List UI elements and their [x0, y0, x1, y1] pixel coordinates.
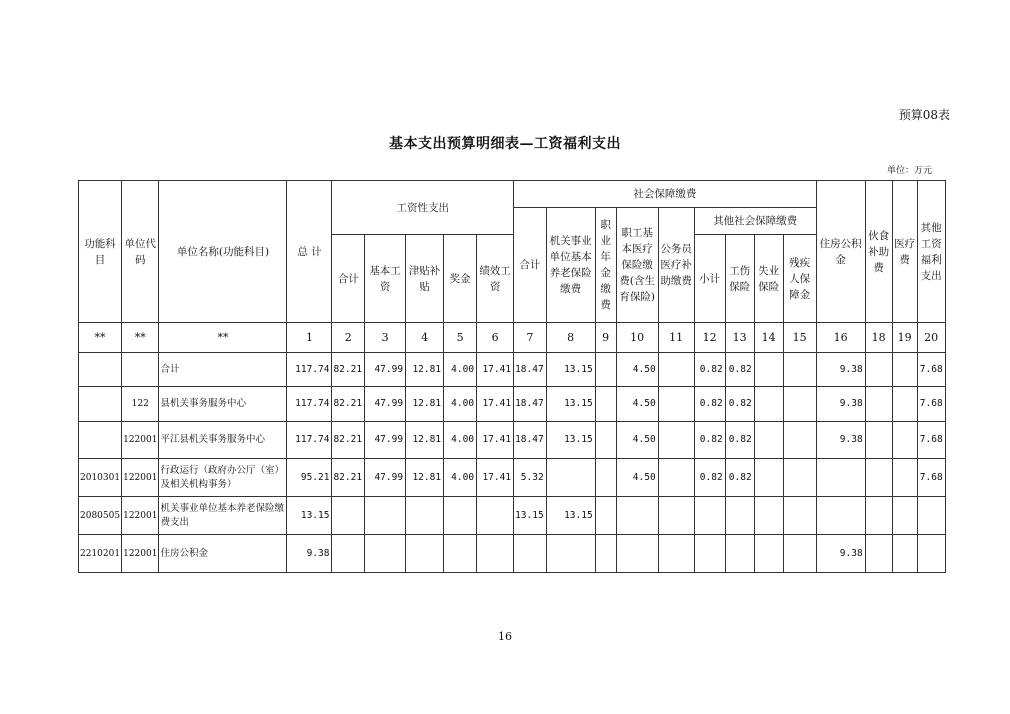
cell-meal	[865, 459, 892, 497]
cell-injury: 0.82	[725, 422, 754, 459]
header-disability: 残疾人保障金	[783, 235, 816, 323]
table-row	[79, 422, 946, 459]
cell-civil	[658, 387, 694, 422]
cell-func: 2080505	[79, 497, 122, 535]
cell-civil	[658, 353, 694, 387]
cell-unemp	[754, 422, 783, 459]
cell-medfee	[892, 387, 917, 422]
cell-pension: 13.15	[546, 387, 595, 422]
cell-unemp	[754, 353, 783, 387]
cell-other	[917, 535, 945, 573]
cell-unemp	[754, 387, 783, 422]
cell-other	[917, 497, 945, 535]
cell-disab	[783, 422, 816, 459]
cell-housing: 9.38	[816, 422, 865, 459]
cell-perf	[477, 497, 514, 535]
cell-allow: 12.81	[406, 353, 444, 387]
header-wage-group: 工资性支出	[332, 181, 514, 235]
cell-occ	[595, 353, 616, 387]
index-cell: 16	[816, 323, 865, 353]
header-injury: 工伤保险	[725, 235, 754, 323]
header-unit-code: 单位代码	[122, 181, 159, 323]
cell-total: 9.38	[287, 535, 332, 573]
cell-code: 122	[122, 387, 159, 422]
cell-w_total: 82.21	[332, 387, 365, 422]
header-func-code: 功能科目	[79, 181, 122, 323]
index-cell: 7	[514, 323, 547, 353]
cell-allow: 12.81	[406, 387, 444, 422]
cell-subtotal: 0.82	[694, 353, 725, 387]
cell-code: 122001	[122, 497, 159, 535]
cell-bonus	[444, 497, 477, 535]
cell-w_total: 82.21	[332, 353, 365, 387]
index-cell: **	[79, 323, 122, 353]
header-basic-wage: 基本工资	[365, 235, 406, 323]
cell-name: 平江县机关事务服务中心	[159, 422, 287, 459]
cell-housing: 9.38	[816, 535, 865, 573]
index-cell: 10	[616, 323, 658, 353]
cell-func: 2010301	[79, 459, 122, 497]
cell-civil	[658, 422, 694, 459]
index-cell: 2	[332, 323, 365, 353]
cell-injury: 0.82	[725, 353, 754, 387]
cell-disab	[783, 387, 816, 422]
cell-unemp	[754, 535, 783, 573]
cell-civil	[658, 535, 694, 573]
cell-name: 机关事业单位基本养老保险缴费支出	[159, 497, 287, 535]
cell-s_total: 5.32	[514, 459, 547, 497]
table-header	[79, 181, 946, 323]
index-cell: 8	[546, 323, 595, 353]
cell-total: 95.21	[287, 459, 332, 497]
cell-medical: 4.50	[616, 387, 658, 422]
cell-injury: 0.82	[725, 459, 754, 497]
cell-subtotal	[694, 535, 725, 573]
cell-meal	[865, 387, 892, 422]
cell-housing	[816, 497, 865, 535]
cell-basic: 47.99	[365, 353, 406, 387]
cell-injury: 0.82	[725, 387, 754, 422]
header-other-welfare: 其他工资福利支出	[917, 181, 945, 323]
cell-name: 行政运行（政府办公厅（室）及相关机构事务）	[159, 459, 287, 497]
cell-civil	[658, 497, 694, 535]
cell-perf	[477, 535, 514, 573]
header-unemployment: 失业保险	[754, 235, 783, 323]
index-row-group	[79, 323, 946, 353]
index-cell: 1	[287, 323, 332, 353]
budget-table	[78, 180, 946, 573]
cell-w_total	[332, 497, 365, 535]
cell-perf: 17.41	[477, 422, 514, 459]
cell-name: 住房公积金	[159, 535, 287, 573]
cell-s_total	[514, 535, 547, 573]
cell-func	[79, 387, 122, 422]
cell-medfee	[892, 353, 917, 387]
cell-medfee	[892, 422, 917, 459]
index-cell: 19	[892, 323, 917, 353]
index-cell: 13	[725, 323, 754, 353]
cell-meal	[865, 422, 892, 459]
cell-meal	[865, 535, 892, 573]
cell-basic: 47.99	[365, 387, 406, 422]
cell-housing: 9.38	[816, 387, 865, 422]
cell-basic	[365, 535, 406, 573]
header-bonus: 奖金	[444, 235, 477, 323]
index-cell: 20	[917, 323, 945, 353]
cell-disab	[783, 353, 816, 387]
cell-occ	[595, 459, 616, 497]
header-housing: 住房公积金	[816, 181, 865, 323]
index-cell: 6	[477, 323, 514, 353]
cell-w_total: 82.21	[332, 422, 365, 459]
cell-pension: 13.15	[546, 497, 595, 535]
cell-bonus: 4.00	[444, 422, 477, 459]
cell-name: 县机关事务服务中心	[159, 387, 287, 422]
cell-medfee	[892, 535, 917, 573]
table-row	[79, 353, 946, 387]
cell-injury	[725, 535, 754, 573]
index-cell: 4	[406, 323, 444, 353]
cell-perf: 17.41	[477, 387, 514, 422]
cell-func	[79, 422, 122, 459]
cell-subtotal: 0.82	[694, 387, 725, 422]
cell-code: 122001	[122, 535, 159, 573]
header-occupational: 职业年金缴费	[595, 208, 616, 323]
cell-subtotal: 0.82	[694, 422, 725, 459]
cell-perf: 17.41	[477, 353, 514, 387]
cell-allow: 12.81	[406, 422, 444, 459]
table-row	[79, 387, 946, 422]
cell-w_total	[332, 535, 365, 573]
cell-basic: 47.99	[365, 459, 406, 497]
cell-medical	[616, 497, 658, 535]
cell-subtotal: 0.82	[694, 459, 725, 497]
cell-code: 122001	[122, 422, 159, 459]
header-subtotal: 小计	[694, 235, 725, 323]
header-civil-medical: 公务员医疗补助缴费	[658, 208, 694, 323]
cell-civil	[658, 459, 694, 497]
cell-other: 7.68	[917, 387, 945, 422]
cell-occ	[595, 535, 616, 573]
cell-other: 7.68	[917, 422, 945, 459]
cell-s_total: 13.15	[514, 497, 547, 535]
cell-meal	[865, 353, 892, 387]
cell-medfee	[892, 497, 917, 535]
cell-pension	[546, 459, 595, 497]
header-medical-fee: 医疗费	[892, 181, 917, 323]
table-row	[79, 459, 946, 497]
cell-code: 122001	[122, 459, 159, 497]
cell-s_total: 18.47	[514, 387, 547, 422]
page-title: 基本支出预算明细表—工资福利支出	[389, 136, 621, 152]
cell-basic	[365, 497, 406, 535]
index-cell: 9	[595, 323, 616, 353]
cell-total: 13.15	[287, 497, 332, 535]
cell-housing: 9.38	[816, 353, 865, 387]
table-body	[79, 353, 946, 573]
cell-total: 117.74	[287, 353, 332, 387]
index-cell: **	[122, 323, 159, 353]
cell-func	[79, 353, 122, 387]
header-social-total: 合计	[514, 208, 547, 323]
cell-allow	[406, 535, 444, 573]
cell-occ	[595, 387, 616, 422]
cell-medical: 4.50	[616, 459, 658, 497]
cell-basic: 47.99	[365, 422, 406, 459]
header-other-social-group: 其他社会保障缴费	[694, 208, 816, 235]
cell-medical	[616, 535, 658, 573]
cell-unemp	[754, 497, 783, 535]
header-performance: 绩效工资	[477, 235, 514, 323]
index-cell: **	[159, 323, 287, 353]
cell-other: 7.68	[917, 353, 945, 387]
header-wage-total: 合计	[332, 235, 365, 323]
cell-injury	[725, 497, 754, 535]
cell-pension: 13.15	[546, 353, 595, 387]
header-meal: 伙食补助费	[865, 181, 892, 323]
index-cell: 11	[658, 323, 694, 353]
cell-disab	[783, 497, 816, 535]
unit-label: 单位：万元	[886, 166, 932, 176]
cell-occ	[595, 497, 616, 535]
cell-perf: 17.41	[477, 459, 514, 497]
cell-func: 2210201	[79, 535, 122, 573]
index-cell: 5	[444, 323, 477, 353]
cell-medfee	[892, 459, 917, 497]
header-total: 总 计	[287, 181, 332, 323]
table-row	[79, 497, 946, 535]
cell-total: 117.74	[287, 422, 332, 459]
index-cell: 18	[865, 323, 892, 353]
cell-pension	[546, 535, 595, 573]
cell-bonus: 4.00	[444, 387, 477, 422]
cell-code	[122, 353, 159, 387]
cell-occ	[595, 422, 616, 459]
cell-bonus	[444, 535, 477, 573]
header-social-group: 社会保障缴费	[514, 181, 817, 208]
index-row	[79, 323, 946, 353]
index-cell: 3	[365, 323, 406, 353]
header-pension: 机关事业单位基本养老保险缴费	[546, 208, 595, 323]
cell-total: 117.74	[287, 387, 332, 422]
cell-bonus: 4.00	[444, 459, 477, 497]
header-unit-name: 单位名称(功能科目)	[159, 181, 287, 323]
cell-meal	[865, 497, 892, 535]
cell-disab	[783, 459, 816, 497]
cell-s_total: 18.47	[514, 422, 547, 459]
cell-s_total: 18.47	[514, 353, 547, 387]
form-number: 预算08表	[898, 108, 950, 122]
cell-allow	[406, 497, 444, 535]
cell-housing	[816, 459, 865, 497]
cell-medical: 4.50	[616, 422, 658, 459]
cell-w_total: 82.21	[332, 459, 365, 497]
table-row	[79, 535, 946, 573]
cell-medical: 4.50	[616, 353, 658, 387]
cell-pension: 13.15	[546, 422, 595, 459]
cell-unemp	[754, 459, 783, 497]
index-cell: 15	[783, 323, 816, 353]
header-allowance: 津贴补贴	[406, 235, 444, 323]
header-medical: 职工基本医疗保险缴费(含生育保险)	[616, 208, 658, 323]
index-cell: 14	[754, 323, 783, 353]
cell-bonus: 4.00	[444, 353, 477, 387]
cell-disab	[783, 535, 816, 573]
page-number: 16	[498, 630, 512, 643]
cell-allow: 12.81	[406, 459, 444, 497]
cell-other: 7.68	[917, 459, 945, 497]
cell-subtotal	[694, 497, 725, 535]
index-cell: 12	[694, 323, 725, 353]
cell-name: 合计	[159, 353, 287, 387]
